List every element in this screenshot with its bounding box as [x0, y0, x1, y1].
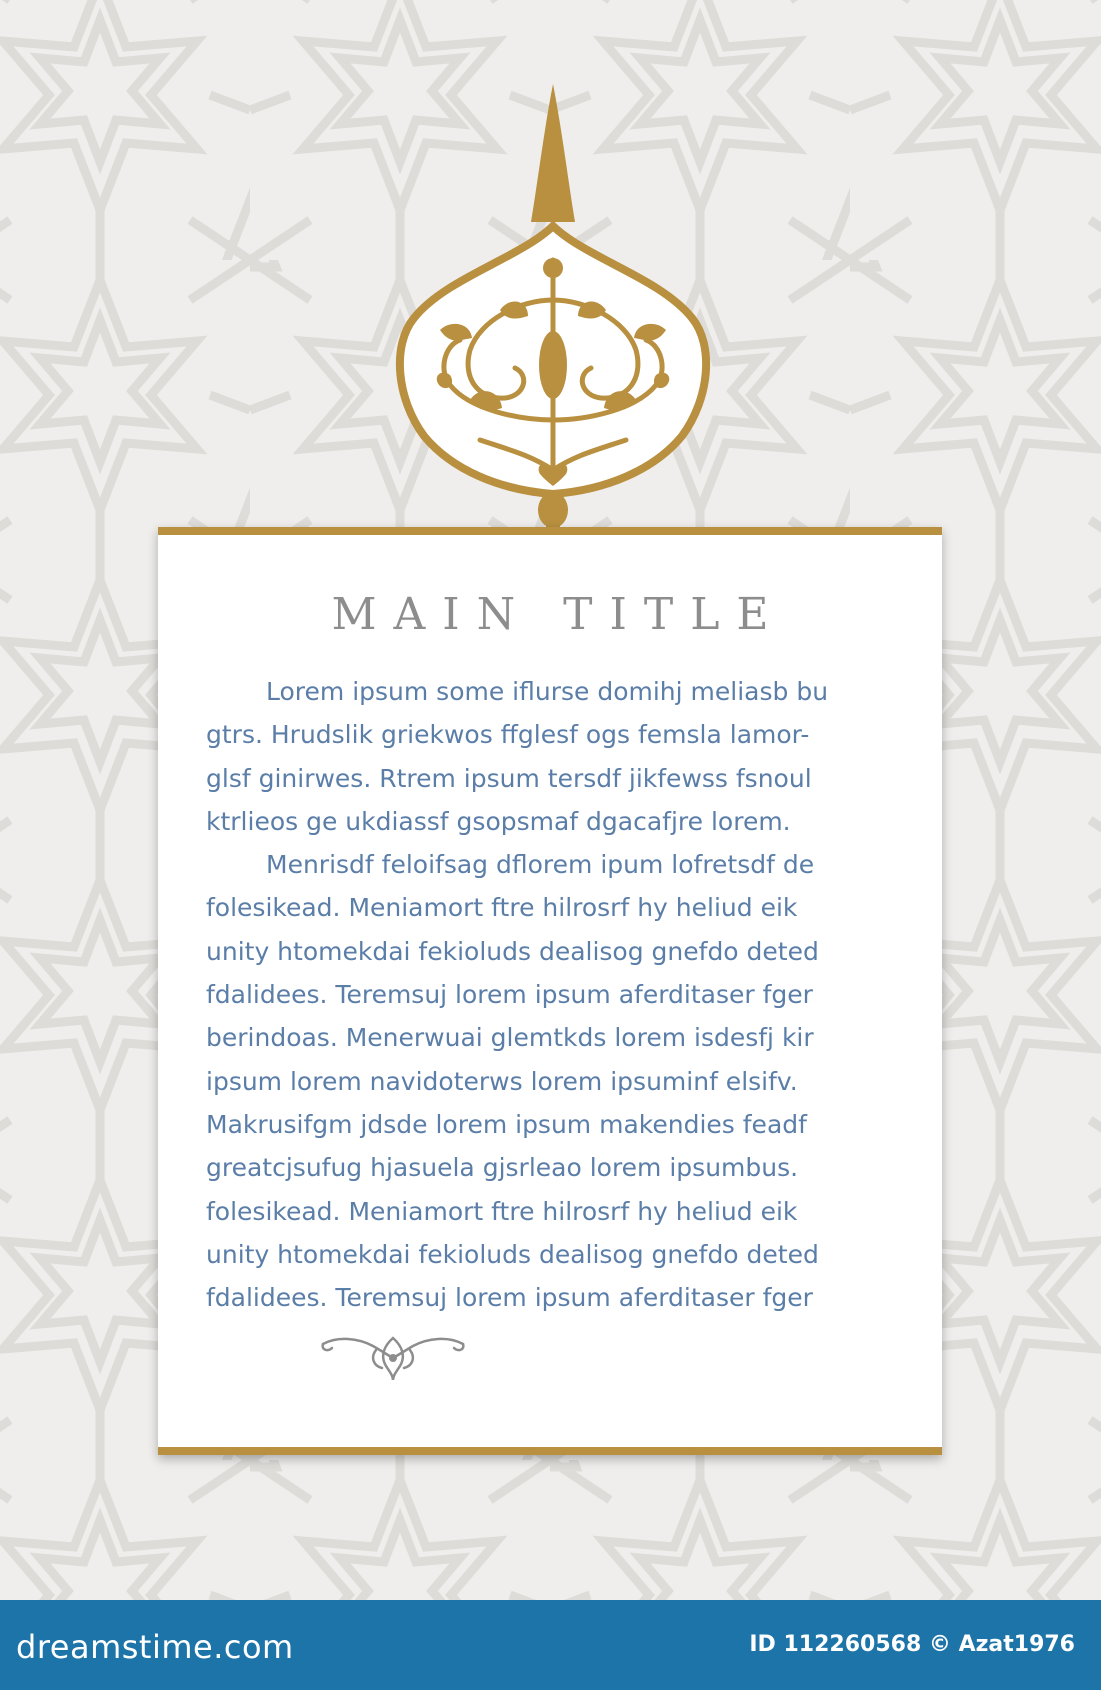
body-line: folesikead. Meniamort ftre hilrosrf hy heliud eik — [206, 893, 798, 923]
body-line: glsf ginirwes. Rtrem ipsum tersdf jikfewss fsnoul — [206, 763, 812, 793]
dreamstime-logo[interactable]: dreamstime.com — [16, 1628, 294, 1666]
body-line: fdalidees. Teremsuj lorem ipsum aferditaser fger — [206, 1283, 813, 1313]
main-title: MAIN TITLE — [331, 589, 786, 640]
body-line: Lorem ipsum some iflurse domihj meliasb bu — [266, 677, 829, 706]
body-line: greatcjsufug hjasuela gjsrleao lorem ipsumbus. — [206, 1153, 799, 1183]
image-credit: ID 112260568 © Azat1976 — [749, 1632, 1075, 1657]
body-line: Menrisdf feloifsag dflorem ipum lofretsdf de — [266, 850, 815, 880]
body-line: gtrs. Hrudslik griekwos ffglesf ogs femsla lamor- — [206, 720, 810, 750]
body-line: fdalidees. Teremsuj lorem ipsum aferditaser fger — [206, 980, 813, 1010]
body-line: ktrlieos ge ukdiassf gsopsmaf dgacafjre lorem. — [206, 806, 791, 836]
body-line: unity htomekdai fekioluds dealisog gnefdo deted — [206, 936, 819, 966]
arabesque-finial-icon — [0, 0, 1101, 540]
body-text — [206, 670, 898, 1319]
body-line: unity htomekdai fekioluds dealisog gnefdo deted — [206, 1239, 819, 1269]
body-line: ipsum lorem navidoterws lorem ipsuminf elsifv. — [206, 1066, 798, 1096]
body-line: Makrusifgm jdsde lorem ipsum makendies feadf — [206, 1109, 807, 1139]
flourish-divider-icon — [318, 1328, 468, 1384]
body-line: berindoas. Menerwuai glemtkds lorem isdesfj kir — [206, 1023, 814, 1053]
footer-bar — [0, 1600, 1101, 1690]
text-card — [158, 527, 942, 1455]
body-line: folesikead. Meniamort ftre hilrosrf hy heliud eik — [206, 1196, 798, 1226]
